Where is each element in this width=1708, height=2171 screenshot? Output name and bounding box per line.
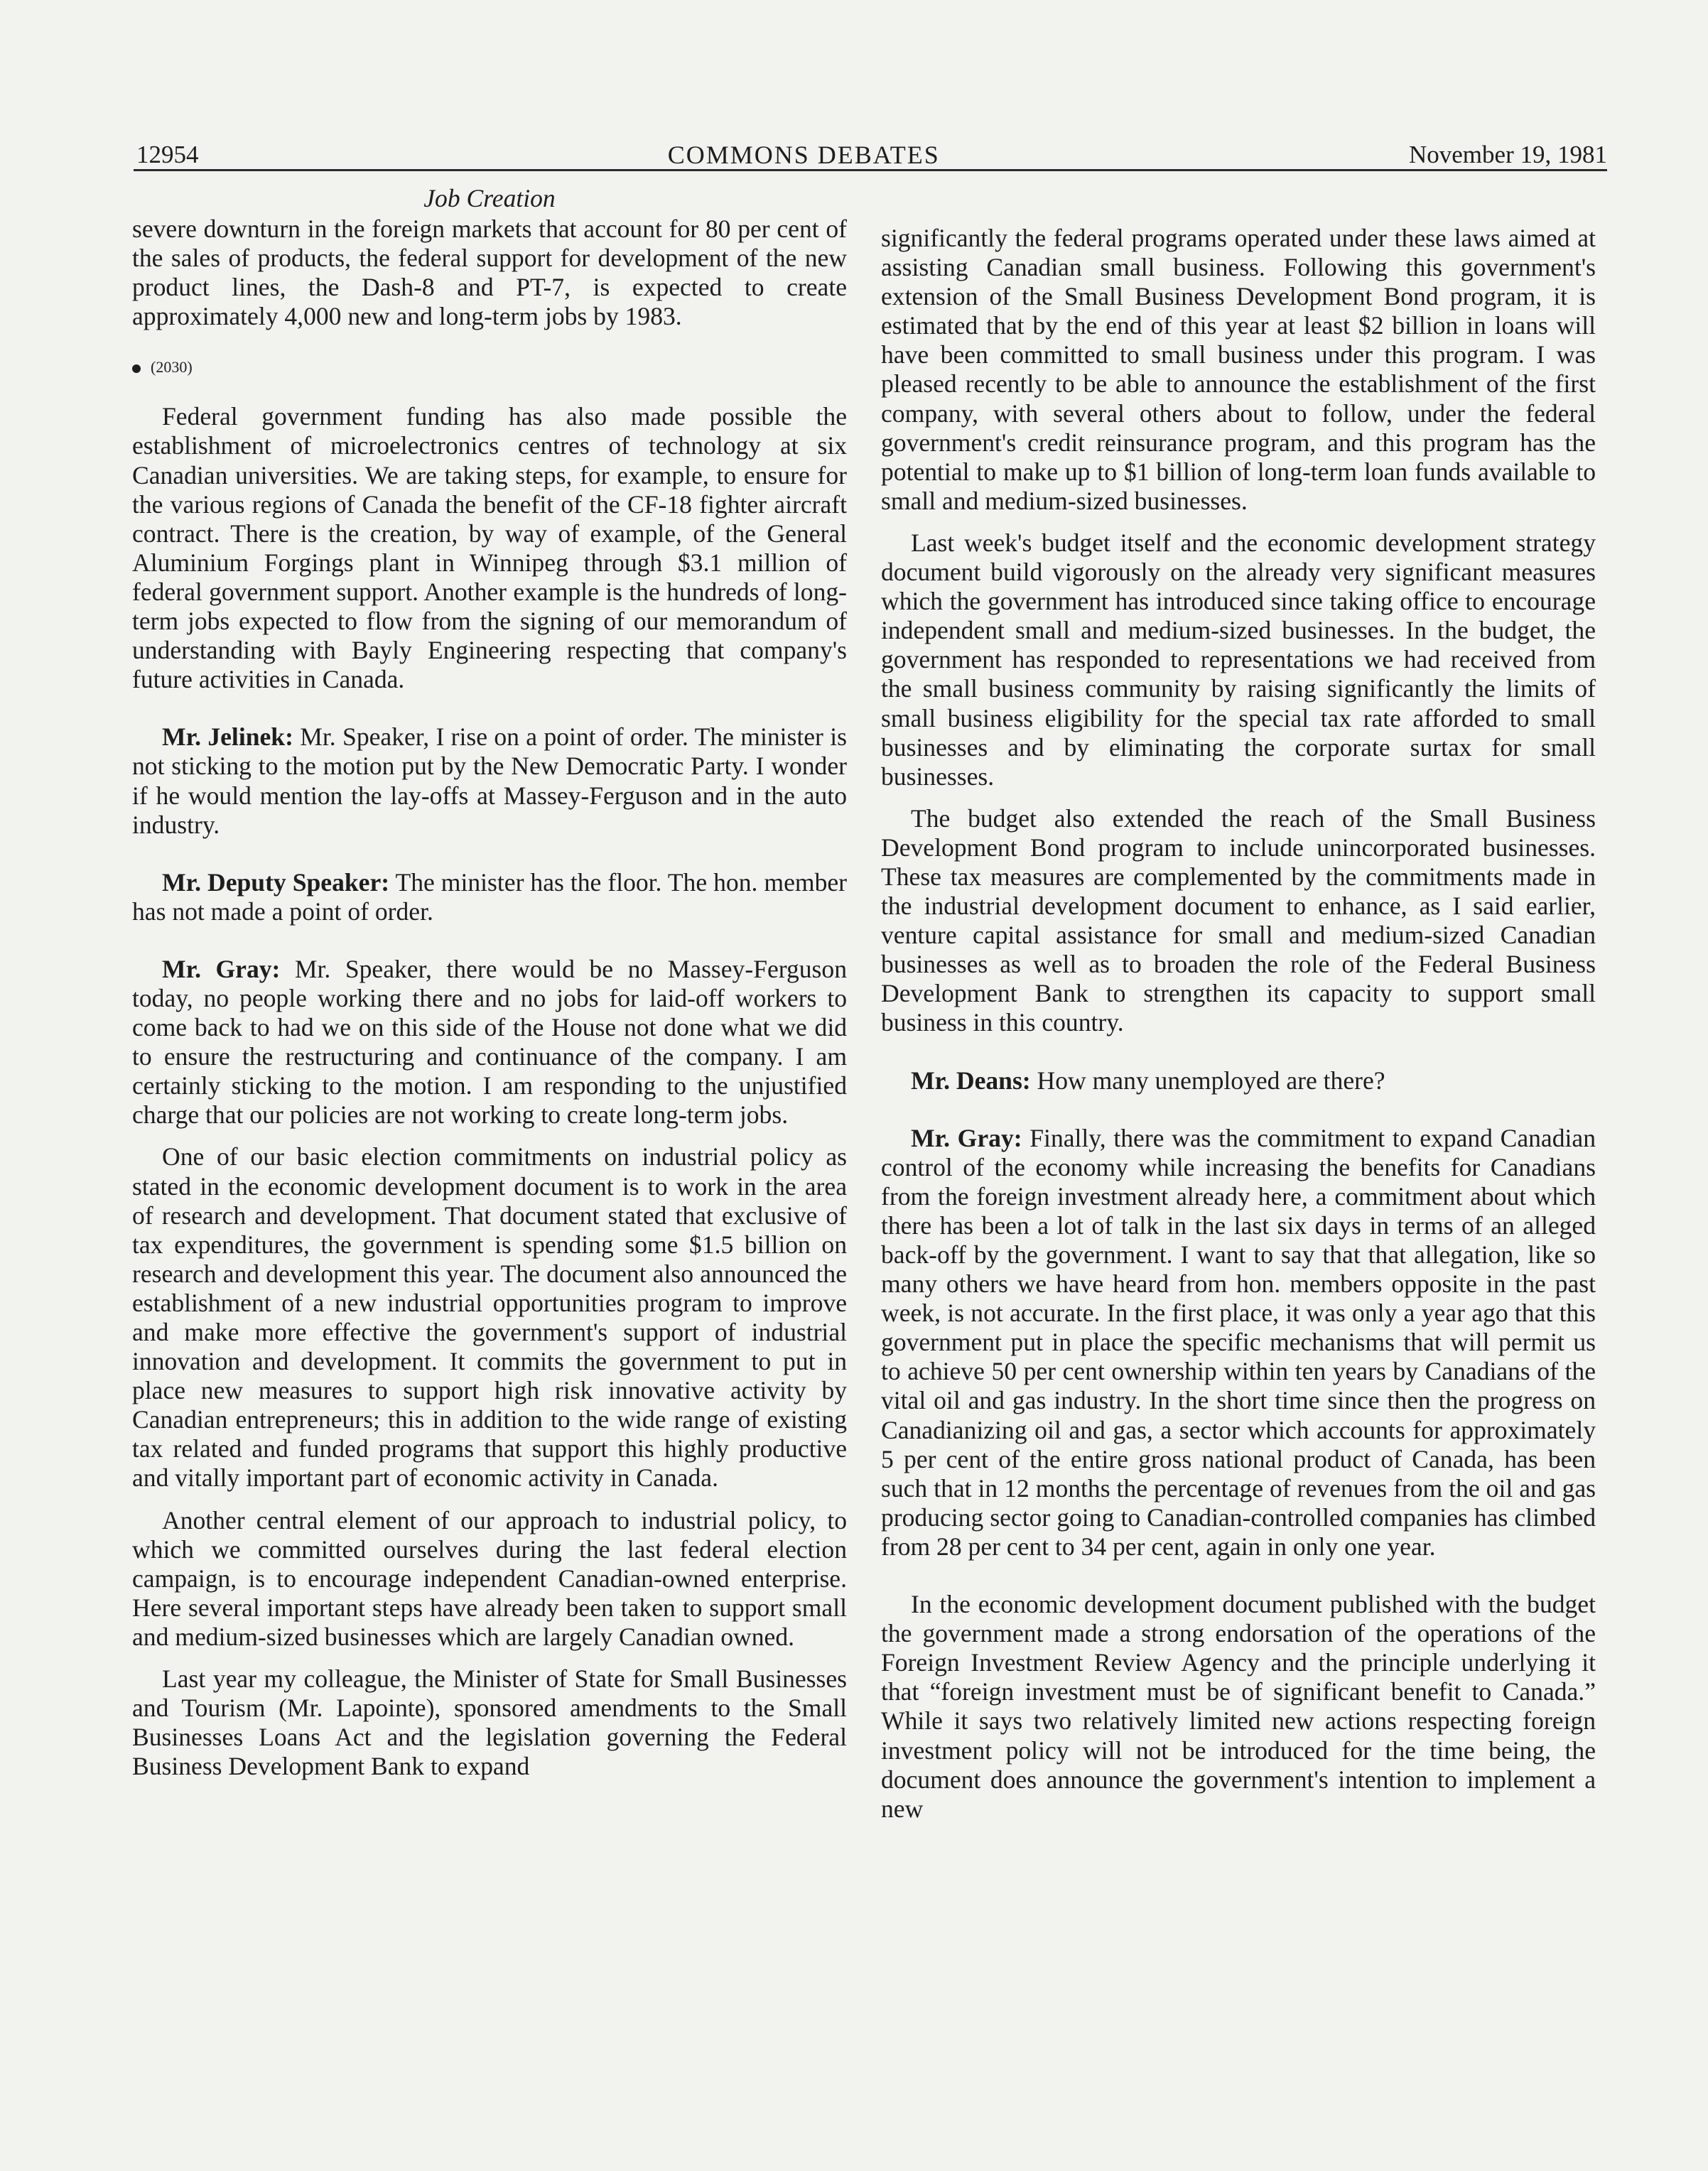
page-header xyxy=(136,131,1607,168)
left-column xyxy=(132,181,847,1781)
speaker-paragraph xyxy=(132,955,847,1130)
speech-text: How many unemployed are there? xyxy=(1030,1066,1385,1095)
speech-text: Finally, there was the commitment to expand Canadian control of the economy while increasing the benefits for Canadians from the foreign investment already here, a commitment about which there has been a lot of talk in the last six days in terms of an alleged back-off by the government. I want to say that that allegation, like so many others we have heard from hon. members opposite in the past week, is not accurate. In the first place, it was only a year ago that this government put in place the specific mechanisms that will permit us to achieve 50 per cent ownership within ten years by Canadians of the vital oil and gas industry. In the short time since then the progress on Canadianizing oil and gas, a sector which accounts for approximately 5 per cent of the entire gross national product of Canada, has been such that in 12 months the percentage of revenues from the oil and gas producing sector going to Canadian-controlled companies has climbed from 28 per cent to 34 per cent, again in only one year. xyxy=(881,1123,1596,1561)
right-column xyxy=(881,224,1596,1824)
speech-text: The minister has the floor. The hon. member has not made a point of order. xyxy=(132,867,847,926)
speaker-name: Mr. Deputy Speaker: xyxy=(162,867,390,897)
speaker-name: Mr. Gray: xyxy=(162,954,281,983)
section-title: Job Creation xyxy=(423,184,556,212)
paragraph: Another central element of our approach to industrial policy, to which we committed ourselves during the last federal election campaign, is to encourage independent Canadian-owned enterprise. Here several important steps have already been taken to support small and medium-sized businesses which are largely Canadian owned. xyxy=(132,1505,847,1651)
page-number: 12954 xyxy=(136,141,199,168)
paragraph: One of our basic election commitments on industrial policy as stated in the economic development document is to work in the area of research and development. That document stated that exclusive of tax expenditures, the government is spending some $1.5 billion on research and development this year. The document also announced the establishment of a new industrial opportunities program to improve and make more effective the government's support of industrial innovation and development. It commits the government to put in place new measures to support high risk innovative activity by Canadian entrepreneurs; this in addition to the wide range of existing tax related and funded programs that support this highly productive and vitally important part of economic activity in Canada. xyxy=(132,1142,847,1493)
speaker-paragraph xyxy=(132,722,847,839)
paragraph: significantly the federal programs operated under these laws aimed at assisting Canadian small business. Following this government's extension of the Small Business Development Bond program, it is estimated that by the end of this year at least $2 billion in loans will have been committed to small business under this program. I was pleased recently to be able to announce the establishment of the first company, with several others about to follow, under the federal government's credit reinsurance program, and this program has the potential to make up to $1 billion of long-term loan funds available to small and medium-sized businesses. xyxy=(881,224,1596,515)
publication-title: COMMONS DEBATES xyxy=(667,141,940,169)
speaker-paragraph xyxy=(881,1124,1596,1561)
speaker-name: Mr. Gray: xyxy=(911,1123,1022,1152)
paragraph: The budget also extended the reach of the Small Business Development Bond program to include unincorporated businesses. These tax measures are complemented by the commitments made in the industrial development document to enhance, as I said earlier, venture capital assistance for small and medium-sized Canadian businesses as well as to broaden the role of the Federal Business Development Bank to strengthen its capacity to support small business in this country. xyxy=(881,803,1596,1037)
time-marker-text: (2030) xyxy=(151,358,193,377)
publication-date: November 19, 1981 xyxy=(1409,141,1607,168)
header-rule xyxy=(134,169,1607,171)
speech-text: Mr. Speaker, I rise on a point of order. The minister is not sticking to the motion put by the New Democratic Party. I wonder if he would mention the lay-offs at Massey-Ferguson and in the auto industry. xyxy=(132,722,847,839)
speaker-name: Mr. Jelinek: xyxy=(162,722,293,752)
speaker-paragraph xyxy=(132,868,847,926)
time-marker xyxy=(132,358,847,377)
speech-text: Mr. Speaker, there would be no Massey-Ferguson today, no people working there and no jobs for laid-off workers to come back to had we on this side of the House not done what we did to ensure the restructuring and continuance of the company. I am certainly sticking to the motion. I am responding to the unjustified charge that our policies are not working to create long-term jobs. xyxy=(132,954,847,1130)
paragraph: Last week's budget itself and the economic development strategy document build vigorously on the already very significant measures which the government has introduced since taking office to encourage independent small and medium-sized businesses. In the budget, the government has responded to representations we had received from the small business community by raising significantly the limits of small business eligibility for the special tax rate afforded to small businesses and by eliminating the corporate surtax for small businesses. xyxy=(881,528,1596,791)
speaker-name: Mr. Deans: xyxy=(911,1066,1031,1095)
paragraph: Federal government funding has also made possible the establishment of microelectronics centres of technology at six Canadian universities. We are taking steps, for example, to ensure for the various regions of Canada the benefit of the CF-18 fighter aircraft contract. There is the creation, by way of example, of the General Aluminium Forgings plant in Winnipeg through $3.1 million of federal government support. Another example is the hundreds of long-term jobs expected to flow from the signing of our memorandum of understanding with Bayly Engineering respecting that company's future activities in Canada. xyxy=(132,402,847,694)
paragraph: severe downturn in the foreign markets that account for 80 per cent of the sales of products, the federal support for development of the new product lines, the Dash-8 and PT-7, is expected to create approximately 4,000 new and long-term jobs by 1983. xyxy=(132,215,847,331)
paragraph: Last year my colleague, the Minister of State for Small Businesses and Tourism (Mr. Lapointe), sponsored amendments to the Small Businesses Loans Act and the legislation governing the Federal Business Development Bank to expand xyxy=(132,1664,847,1781)
bullet-dot-icon xyxy=(132,364,141,373)
paragraph: In the economic development document published with the budget the government made a strong endorsation of the operations of the Foreign Investment Review Agency and the principle underlying it that “foreign investment must be of significant benefit to Canada.” While it says two relatively limited new actions respecting foreign investment policy will not be introduced for the time being, the document does announce the government's intention to implement a new xyxy=(881,1590,1596,1823)
speaker-paragraph xyxy=(881,1066,1596,1095)
